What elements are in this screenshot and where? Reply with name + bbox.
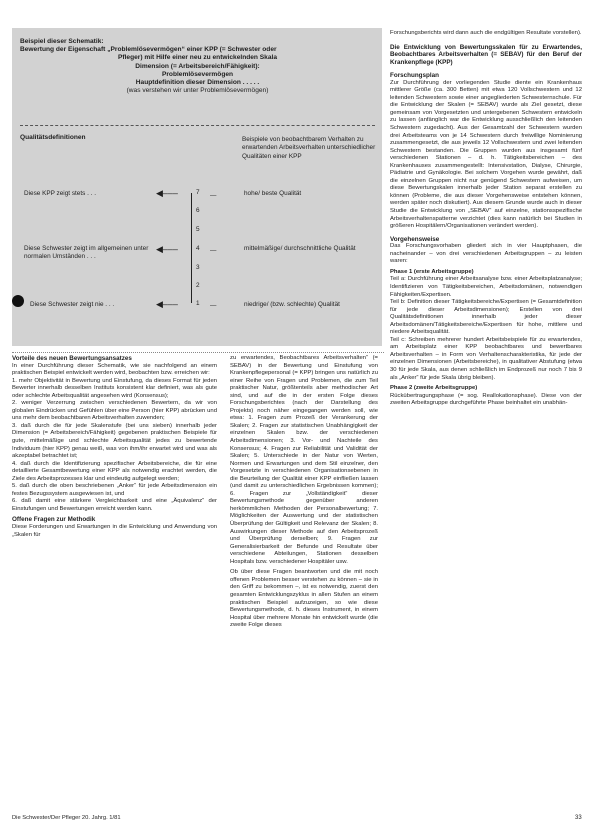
example-line: Problemlösevermögen [161,70,234,78]
example-line: (was verstehen wir unter Problemlösevermögen) [126,87,269,95]
divider [12,352,384,353]
list-item: 5. daß durch die oben beschriebenen „Anker“ für jede Arbeitsdimension ein festes Bezugssystem ausgewiesen ist, und [12,483,217,497]
list-item: 1. mehr Objektivität in Bewertung und Einstufung, da dieses Format für jeden Bewerter innerhalb desselben Instituts konsistent klar definiert, was als gute oder schlechte Arbeitsqualität angesehen wird (Konsensus); [12,377,217,399]
behavior-examples-note: Beispiele von beobachtbarem Verhalten zu erwartenden Arbeitsverhalten unterschiedlicher Qualitäten einer KPP [242,136,376,160]
paragraph: Ob über diese Fragen beantworten und die mit noch offenen Problemen besser verstehen zu können – sie in den Griff zu bekommen –, ist es notwendig, zuerst den gesamten Entwicklungszyklus in allen Stufen an einem praktischen Beispiel aufzuzeigen, so wie diese Bewertungsmethode, d. h. dieses Instrument, in einem Hospital über mehrere Monate hin entwickelt wurde (die zweite Folge dieses [230,569,378,629]
label-medium-quality: mittelmäßige/ durchschnittliche Qualität [244,245,356,252]
paragraph: Teil a: Durchführung einer Arbeitsanalyse bzw. einer Arbeitsplatzanalyse; Identifizieren von Tätigkeitsbereichen, Arbeitsdomänen, notwendigen Fähigkeiten/Expertisen. Teil b: Definition dieser Tätigkeitsbereiche/Expertisen (= Gesamtdefinition für jede dieser Arbeitsdimensionen); Erstellen von drei Qualitätsdefinitionen innerhalb jeder dieser Arbeitsdomänen/Tätigkeitsbereiche/Expertisen für hohe, mittlere und niedere Arbeitsqualität. Teil c: Schreiben mehrerer hundert Arbeitsbeispiele für zu erwartendes, am Arbeitsplatz einer KPP beobachtbares und bewertbares Arbeitsverhalten – in Form von Verhaltenscharakteristika, für jede der einzelnen Dimensionen (Arbeitsbereiche), in qualitativer Abstufung (etwa 30 für jede Skala, aus denen schließlich im Endprozeß nur noch 7 bis 9 als „Anker“ für jede Skala übrig bleiben). [390,276,582,381]
label-normally: Diese Schwester zeigt im allgemeinen unter normalen Umständen . . . [24,245,149,261]
list-item: 2. weniger Verzerrung zwischen verschiedenen Bewertern, da wir von globalen Eindrücken und Gefühlen über eine Person (hier KPP) abrücken und uns mehr dem beobachtbaren Arbeitsverhalten zuwenden; [12,400,217,422]
journal-footer: Die Schwester/Der Pfleger 20. Jahrg. 1/81 [12,815,121,821]
scale-tick: 6 [196,207,200,214]
arrow-left-icon: ◀––– [156,188,178,198]
paragraph: Rückübertragungsphase (= sog. Reallokationsphase). Diese von der zweiten Arbeitsgruppe durchgeführte Phase beinhaltet ein unabhän- [390,392,582,407]
example-header [20,38,375,95]
column-middle [230,355,378,630]
section-heading: Forschungsplan [390,72,439,80]
paragraph: In einer Durchführung dieser Schematik, wie sie nachfolgend an einem praktischen Beispiel entwickelt werden wird, beobachten bzw. erreichen wir: [12,362,217,377]
section-heading: Die Entwicklung von Bewertungsskalen für zu Erwartendes, Beobachtbares Arbeitsverhalten (= SEBAV) für den Beruf der Krankenpflege (KPP) [390,43,582,66]
label-always: Diese KPP zeigt stets . . . [24,190,96,197]
paragraph: zu erwartendes, Beobachtbares Arbeitsverhalten“ (= SEBAV) in der Bewertung und Einstufung von Krankenpflegepersonal (= KPP) bringen uns natürlich zu einer Reihe von Fragen und Problemen, die zum Teil praktischer Natur, größtenteils aber methodischer Art sind, und auf die in der ersten Folge dieses Forschungsberichtes (nach der Darstellung des Projekts) noch näher eingegangen werden soll, wie etwa: 1. Fragen zum Prozeß der Verankerung der Skalen; 2. Fragen zur statistischen Unabhängigkeit der einzelnen Skalen bzw. der verschiedenen Arbeitsdimensionen; 3. Vor- und Nachteile des Konsensus; 4. Fragen zur Reliabilität und Validität der Skalen; 5. Unterschiede in der Natur von Werten, Normen und Erwartungen und dem Stil einzelner, den Vorgesetzte in verschiedenen Organisationsebenen in die Beurteilung der Qualität einer KPP einfließen lassen (und damit zu unterschiedlichen Ergebnissen kommen); 6. Fragen zur „Vollständigkeit“ dieser Bewertungsmethode gegenüber anderen herkömmlichen Methoden der Personalbewertung; 7. Möglichkeiten der Auswertung und der statistischen Überprüfung der Gültigkeit und Relevanz der Skalen; 8. Auswirkungen dieser Methode auf den Arbeitsprozeß und Überprüfung derselben; 9. Fragen zur Generalisierbarkeit der Befunde und Resultate über verschiedene Abteilungen, Stationen desselben Hospitals bzw. verschiedener Hospitäler usw. [230,355,378,565]
list-item: 3. daß durch die für jede Skalenstufe (bei uns sieben) innerhalb jeder Dimension (= Arbeitsbereich/Fähigkeit) gegebenen praktischen Beispiele für gute, mittelmäßige und schlechte Arbeitsqualität jedes zu bewertende Individuum (hier KPP) genau weiß, was von ihm/ihr erwartet wird und was als akzeptabel betrachtet ist; [12,422,217,460]
dash-marker: — [210,247,217,254]
paragraph: Das Forschungsvorhaben gliedert sich in vier Hauptphasen, die nacheinander – von drei verschiedenen Arbeitsgruppen – zu leisten waren: [390,243,582,265]
paragraph: Forschungsberichts wird dann auch die endgültigen Resultate vorstellen). [390,30,582,36]
page-number: 33 [575,815,582,821]
phase-heading: Phase 1 (erste Arbeitsgruppe) [390,268,474,275]
column-right [390,30,582,408]
label-low-quality: niedrige/ (bzw. schlechte) Qualität [244,301,340,308]
list-item: 6. daß damit eine stärkere Vergleichbarkeit und eine „Äquivalenz“ der Einstufungen und Bewertungen erreicht werden kann. [12,498,217,512]
arrow-left-icon: ◀––– [156,244,178,254]
phase-heading: Phase 2 (zweite Arbeitsgruppe) [390,385,478,392]
column-left [12,355,217,539]
example-line: Dimension (= Arbeitsbereich/Fähigkeit): [135,62,260,70]
scale-tick: 7 [196,189,200,196]
list-item: 4. daß durch die Identifizierung spezifischer Arbeitsbereiche, die für eine detaillierte Gesamtbewertung einer KPP als notwendig erachtet werden, die Ziele des Arbeitsprozesses klar und eindeutig aufgelegt werden; [12,460,217,482]
label-high-quality: hohe/ beste Qualität [244,190,302,197]
divider [20,125,375,126]
scale-tick: 2 [196,282,200,289]
paragraph: Diese Forderungen und Erwartungen in die Entwicklung und Anwendung von „Skalen für [12,524,217,538]
section-heading: Offene Fragen zur Methodik [12,516,96,524]
example-line: Pfleger) mit Hilfe einer neu zu entwickelnden Skala [117,54,278,62]
section-heading: Vorgehensweise [390,235,440,243]
arrow-left-icon: ◀––– [156,299,178,309]
example-title: Beispiel dieser Schematik: [20,38,104,45]
paragraph: Zur Durchführung der vorliegenden Studie diente ein Krankenhaus mittlerer Größe (ca. 300 Betten) mit etwa 120 Vollschwestern und 12 leitenden Schwestern sowie einer angegliederten Schwesternschule. Für die Entwicklung der Skalen (= SEBAV) wurde als Ziel gesetzt, diese gemeinsam von Vorgesetzten und untergebenen Schwestern entwickeln zu lassen (anfänglich war die Entwicklung ausschließlich den leitenden Schwestern zugedacht). Aus der Gesamtzahl der Schwestern wurden drei Arbeitsteams von je 14 Schwestern durch freiwillige Nominierung zusammengesetzt, die aus jeweils 12 Vollschwestern und zwei leitenden Schwestern bestanden. Die Gruppen wurden aus insgesamt fünf verschiedenen Stationen – d. h. Tätigkeitsbereichen – des Krankenhauses zusammengestellt: Intensivstation, Dialyse, Chirurgie, Pädiatrie und Gynäkologie. Bei solchem Vorgehen wurde gewährt, daß die einzelnen Gruppen nicht nur genügend Schwestern aufweisen, um diese Bewertungskalen innerhalb jeder Station separat erstellen zu können (Probleme, die aus dieser Vorgehensweise entstehen können, werden später noch diskutiert). Aus diesem Grunde wurde auch in dieser Studie die Entwicklung von „SEBAV“ auf einzelne, stationsspezifische Arbeitsverhaltenspatterne verzichtet (dies kann natürlich bei Studien in größeren Hospitälern/Organisationen verändert werden). [390,79,582,230]
section-heading: Vorteile des neuen Bewertungsansatzes [12,355,132,362]
example-line: Hauptdefinition dieser Dimension . . . . . [135,79,260,87]
scale-tick: 5 [196,226,200,233]
label-never: Diese Schwester zeigt nie . . . [30,301,115,308]
bullet-dot-icon [12,295,24,307]
scale-tick: 3 [196,264,200,271]
scale-tick: 1 [196,300,200,307]
dash-marker: — [210,302,217,309]
scale-axis [191,193,192,303]
dash-marker: — [210,192,217,199]
example-line: Bewertung der Eigenschaft „Problemlösevermögen“ einer KPP (= Schwester oder [20,46,277,54]
scale-tick: 4 [196,245,200,252]
quality-definitions-heading: Qualitätsdefinitionen [20,134,86,141]
